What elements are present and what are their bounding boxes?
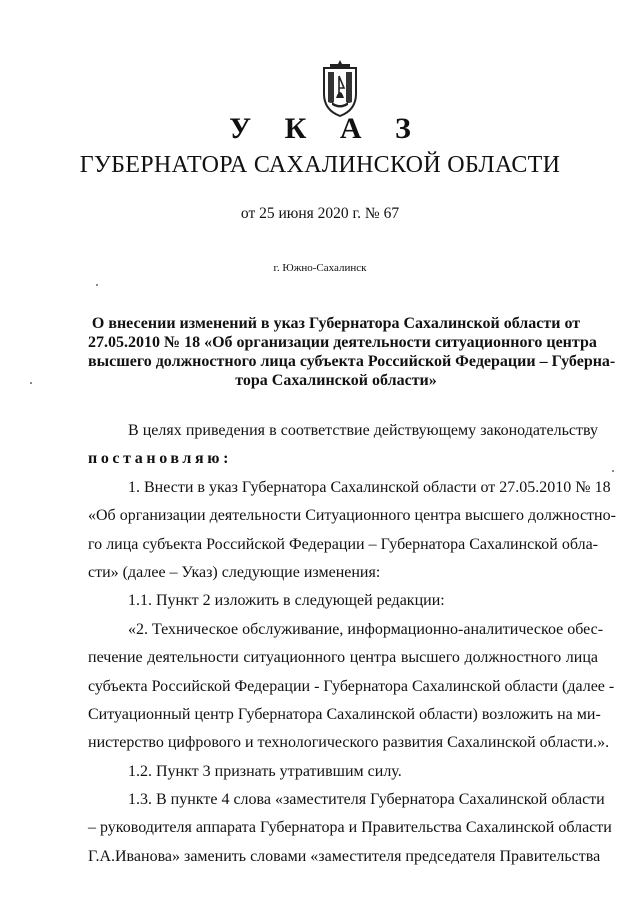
- subject-line: тора Сахалинской области»: [235, 372, 437, 389]
- preamble-line: В целях приведения в соответствие действующему законодательству: [128, 422, 598, 439]
- subject-line: 27.05.2010 № 18 «Об организации деятельности ситуационного центра: [88, 334, 597, 351]
- decree-subject: [88, 314, 616, 390]
- scan-speck: [612, 470, 614, 472]
- paragraph-1-line: сти» (далее – Указ) следующие изменения:: [88, 563, 381, 581]
- subject-line: О внесении изменений в указ Губернатора Сахалинской области от: [91, 315, 581, 332]
- paragraph-1-line: 1. Внести в указ Губернатора Сахалинской области от 27.05.2010 № 18: [128, 478, 611, 496]
- paragraph-1-3-line: – руководителя аппарата Губернатора и Правительства Сахалинской области: [88, 819, 612, 837]
- quoted-point-line: «2. Техническое обслуживание, информационно-аналитическое обес-: [128, 620, 604, 638]
- issuer-heading: ГУБЕРНАТОРА САХАЛИНСКОЙ ОБЛАСТИ: [79, 152, 561, 178]
- subject-line: высшего должностного лица субъекта Российской Федерации – Губерна-: [88, 353, 616, 370]
- quoted-point-line: нистерство цифрового и технологического развития Сахалинской области.».: [88, 734, 610, 752]
- scan-speck: [96, 284, 98, 286]
- sakhalin-coat-of-arms-emblem: [318, 58, 362, 120]
- quoted-point-line: субъекта Российской Федерации - Губернатора Сахалинской области (далее -: [88, 677, 615, 695]
- document-type-heading: У К А З: [229, 112, 424, 145]
- paragraph-1-3-line: 1.3. В пункте 4 слова «заместителя Губернатора Сахалинской области: [128, 791, 605, 809]
- quoted-point-line: Ситуационный центр Губернатора Сахалинской области) возложить на ми-: [88, 705, 601, 723]
- paragraph-1-line: «Об организации деятельности Ситуационного центра высшего должностно-: [88, 507, 616, 525]
- decree-body: [88, 417, 616, 871]
- paragraph-1-line: го лица субъекта Российской Федерации – Губернатора Сахалинской обла-: [88, 535, 598, 553]
- paragraph-1-3-line: Г.А.Иванова» заменить словами «заместителя председателя Правительства: [88, 847, 601, 865]
- city-line: г. Южно-Сахалинск: [273, 262, 367, 274]
- quoted-point-line: печение деятельности ситуационного центра высшего должностного лица: [88, 649, 598, 667]
- decree-date-number: от 25 июня 2020 г. № 67: [240, 205, 400, 222]
- scan-speck: [30, 382, 32, 384]
- decree-operative-word: [88, 445, 598, 473]
- operative-word: постановляю:: [88, 450, 233, 468]
- paragraph-1-2-line: 1.2. Пункт 3 признать утратившим силу.: [128, 762, 402, 780]
- paragraph-1-1-line: 1.1. Пункт 2 изложить в следующей редакции:: [128, 592, 445, 610]
